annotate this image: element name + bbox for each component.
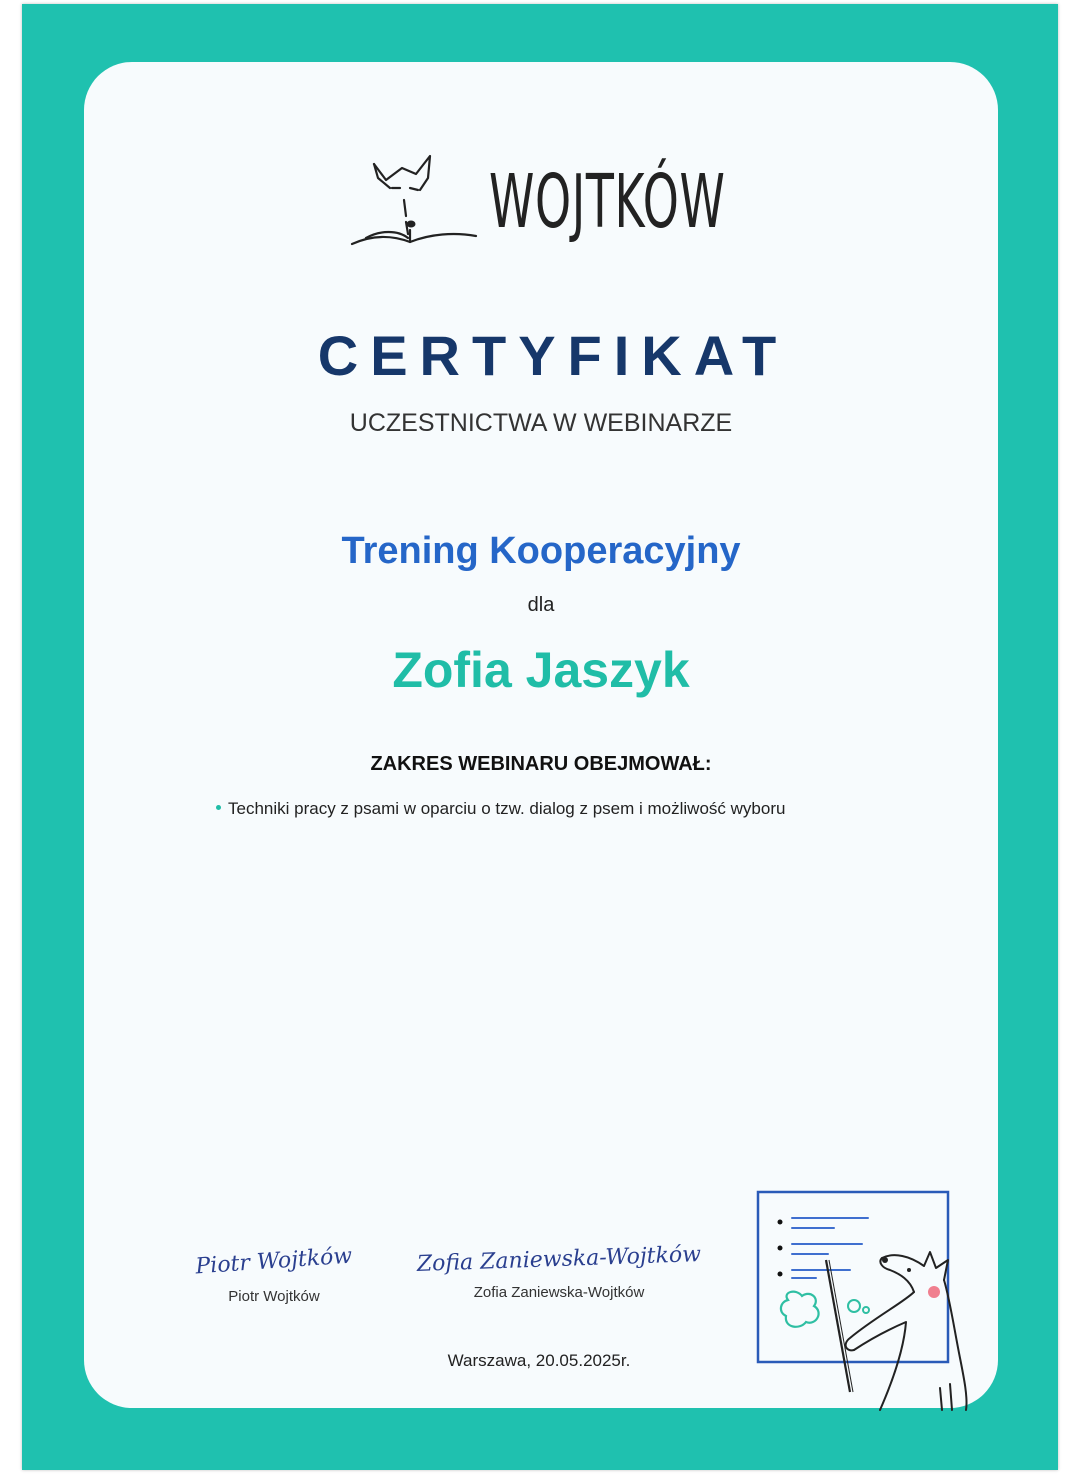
signature-name: Piotr Wojtków	[228, 1288, 320, 1305]
certificate-card	[84, 62, 998, 1408]
dog-reading-book-icon	[344, 144, 484, 254]
brand-name: WOJTKÓW	[489, 159, 726, 245]
scope-list	[216, 797, 785, 821]
place-date: Warszawa, 20.05.2025r.	[447, 1351, 631, 1370]
participant-name: Zofia Jaszyk	[392, 642, 690, 698]
for-word: dla	[527, 594, 555, 616]
handwritten-signature	[194, 1234, 353, 1286]
certificate-title: CERTYFIKAT	[317, 324, 789, 387]
svg-text:Zofia Zaniewska-Wojtków: Zofia Zaniewska-Wojtków	[416, 1242, 702, 1277]
signature-name: Zofia Zaniewska-Wojtków	[473, 1284, 645, 1301]
svg-text:Piotr Wojtków: Piotr Wojtków	[194, 1243, 353, 1280]
brand-logo	[344, 144, 744, 254]
signature-block-1	[194, 1234, 354, 1306]
course-name: Trening Kooperacyjny	[341, 530, 741, 572]
scope-heading: ZAKRES WEBINARU OBEJMOWAŁ:	[370, 753, 712, 775]
scope-item-text: Techniki pracy z psami w oparciu o tzw. dialog z psem i możliwość wyboru	[228, 799, 786, 818]
certificate-subtitle: UCZESTNICTWA W WEBINARZE	[349, 409, 733, 437]
bullet-icon	[216, 805, 221, 810]
certificate-frame	[22, 4, 1058, 1470]
handwritten-signature	[404, 1234, 714, 1282]
scope-item	[216, 797, 785, 821]
dog-presenting-board-icon	[754, 1188, 984, 1423]
signature-block-2	[394, 1234, 724, 1302]
